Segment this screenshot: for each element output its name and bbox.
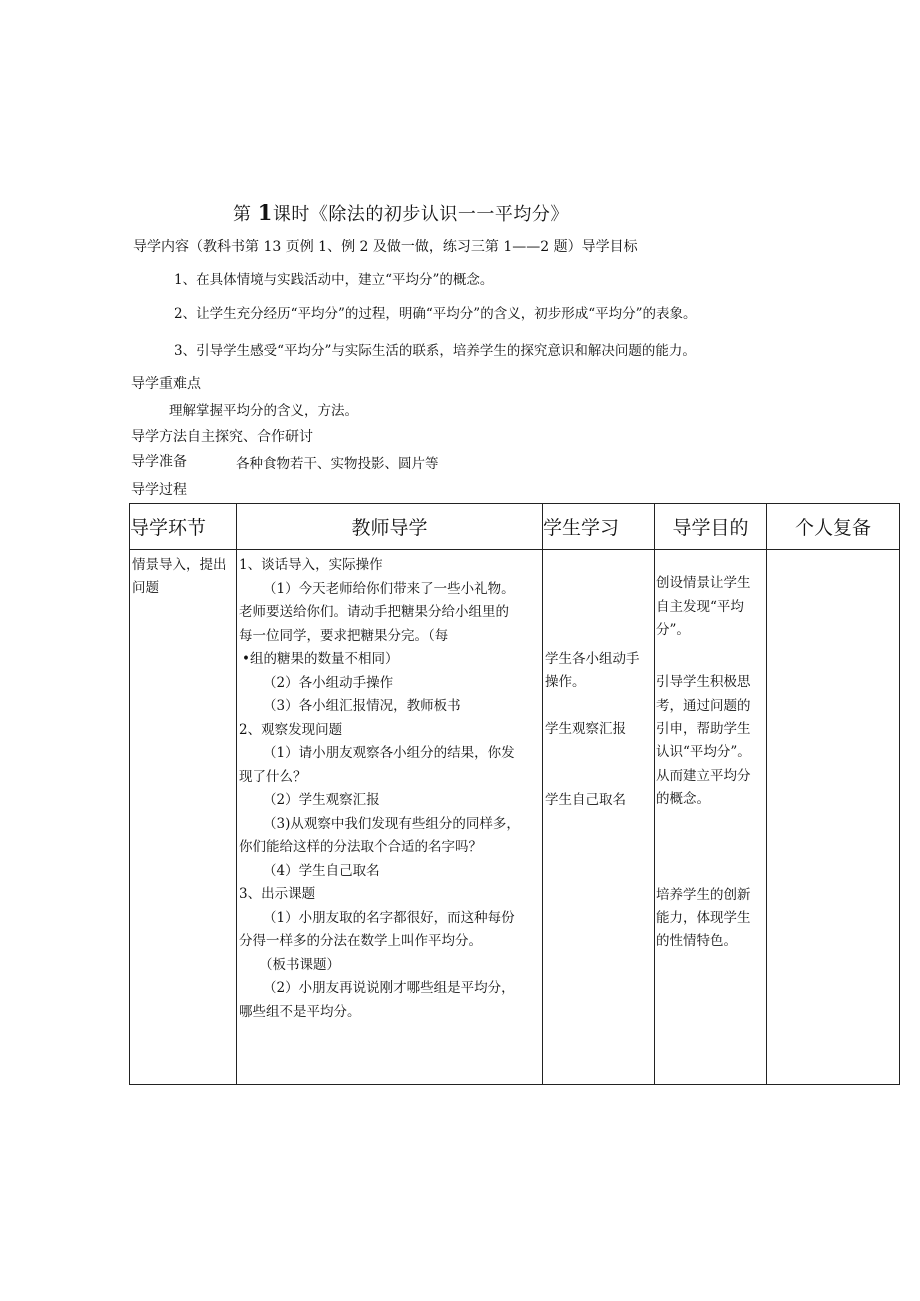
- title-prefix: 第: [233, 204, 252, 225]
- key-points-text: 理解掌握平均分的含义，方法。: [169, 403, 358, 419]
- purpose-text: 能力，体现学生: [656, 910, 751, 926]
- header-purpose: 导学目的: [655, 504, 767, 550]
- page-title: [233, 200, 569, 226]
- teacher-line: 1、谈话导入，实际操作: [239, 557, 383, 573]
- student-text: 学生自己取名: [545, 792, 626, 808]
- teacher-line: 3、出示课题: [239, 886, 316, 902]
- teacher-line: 现了什么？: [239, 768, 307, 785]
- stage-text: 情景导入，提出问题: [132, 557, 227, 596]
- teacher-line: （2）各小组动手操作: [263, 674, 394, 691]
- teacher-line: （1）小朋友取的名字都很好，而这种每份: [263, 909, 515, 926]
- teacher-line: （3)从观察中我们发现有些组分的同样多，: [263, 815, 520, 832]
- goal-2: 2、让学生充分经历“平均分”的过程，明确“平均分”的含义，初步形成“平均分”的表象。: [174, 306, 697, 322]
- purpose-text: 的概念。: [656, 791, 710, 807]
- teacher-line: 每一位同学，要求把糖果分完。（每: [239, 627, 449, 644]
- teacher-line: （1）今天老师给你们带来了一些小礼物。: [263, 580, 515, 597]
- student-text: 学生各小组动手: [545, 651, 640, 667]
- teacher-line: 分得一样多的分法在数学上叫作平均分。: [239, 933, 482, 949]
- teacher-line: （板书课题）: [259, 956, 340, 973]
- purpose-text: 考，通过问题的: [656, 698, 751, 714]
- purpose-text: 分”。: [656, 622, 690, 638]
- teacher-line: •组的糖果的数量不相同）: [242, 651, 399, 667]
- student-cell: [543, 550, 655, 1085]
- purpose-text: 自主发现“平均: [656, 599, 744, 615]
- title-number: 1: [257, 200, 273, 225]
- purpose-text: 从而建立平均分: [656, 768, 751, 784]
- teacher-line: 哪些组不是平均分。: [239, 1003, 361, 1020]
- teacher-lines: [237, 550, 542, 1024]
- title-suffix: 课时《除法的初步认识一一平均分》: [272, 204, 569, 225]
- header-teacher: 教师导学: [237, 504, 543, 550]
- student-text: 操作。: [545, 674, 586, 690]
- student-text: 学生观察汇报: [545, 721, 626, 737]
- teacher-line: （4）学生自己取名: [263, 862, 380, 879]
- preparation-label: 导学准备: [131, 454, 187, 470]
- process-table: [129, 503, 900, 1085]
- purpose-text: 引申，帮助学生: [656, 721, 751, 737]
- teacher-line: （2）小朋友再说说刚才哪些组是平均分，: [263, 980, 515, 996]
- stage-cell: [130, 550, 237, 1085]
- purpose-cell: [655, 550, 767, 1085]
- header-stage: 导学环节: [130, 504, 237, 550]
- header-student: 学生学习: [543, 504, 655, 550]
- teacher-line: 你们能给这样的分法取个合适的名字吗？: [239, 839, 482, 855]
- teacher-line: 老师要送给你们。请动手把糖果分给小组里的: [239, 604, 509, 620]
- teacher-line: 2、观察发现问题: [239, 721, 343, 738]
- teacher-line: （3）各小组汇报情况，教师板书: [263, 698, 461, 714]
- purpose-text: 引导学生积极思: [656, 674, 751, 690]
- personal-cell: [767, 550, 900, 1085]
- key-points-heading: 导学重难点: [131, 376, 201, 392]
- header-personal: 个人复备: [767, 504, 900, 550]
- process-heading: 导学过程: [131, 482, 187, 498]
- purpose-text: 培养学生的创新: [656, 887, 751, 903]
- teacher-line: （1）请小朋友观察各小组分的结果，你发: [263, 745, 515, 761]
- table-header-row: [130, 504, 900, 550]
- method-line: 导学方法自主探究、合作研讨: [131, 429, 313, 445]
- teacher-line: （2）学生观察汇报: [263, 792, 380, 808]
- content-line: 导学内容（教科书第 13 页例 1、例 2 及做一做，练习三第 1——2 题）导学目标: [133, 239, 638, 255]
- purpose-text: 的性情特色。: [656, 933, 737, 949]
- teacher-cell: [237, 550, 543, 1085]
- purpose-text: 创设情景让学生: [656, 575, 751, 591]
- preparation-text: 各种食物若干、实物投影、圆片等: [236, 456, 439, 472]
- goal-3: 3、引导学生感受“平均分”与实际生活的联系，培养学生的探究意识和解决问题的能力。: [174, 343, 696, 359]
- purpose-text: 认识“平均分”。: [656, 744, 751, 760]
- goal-1: 1、在具体情境与实践活动中，建立“平均分”的概念。: [174, 272, 494, 288]
- table-row: [130, 550, 900, 1085]
